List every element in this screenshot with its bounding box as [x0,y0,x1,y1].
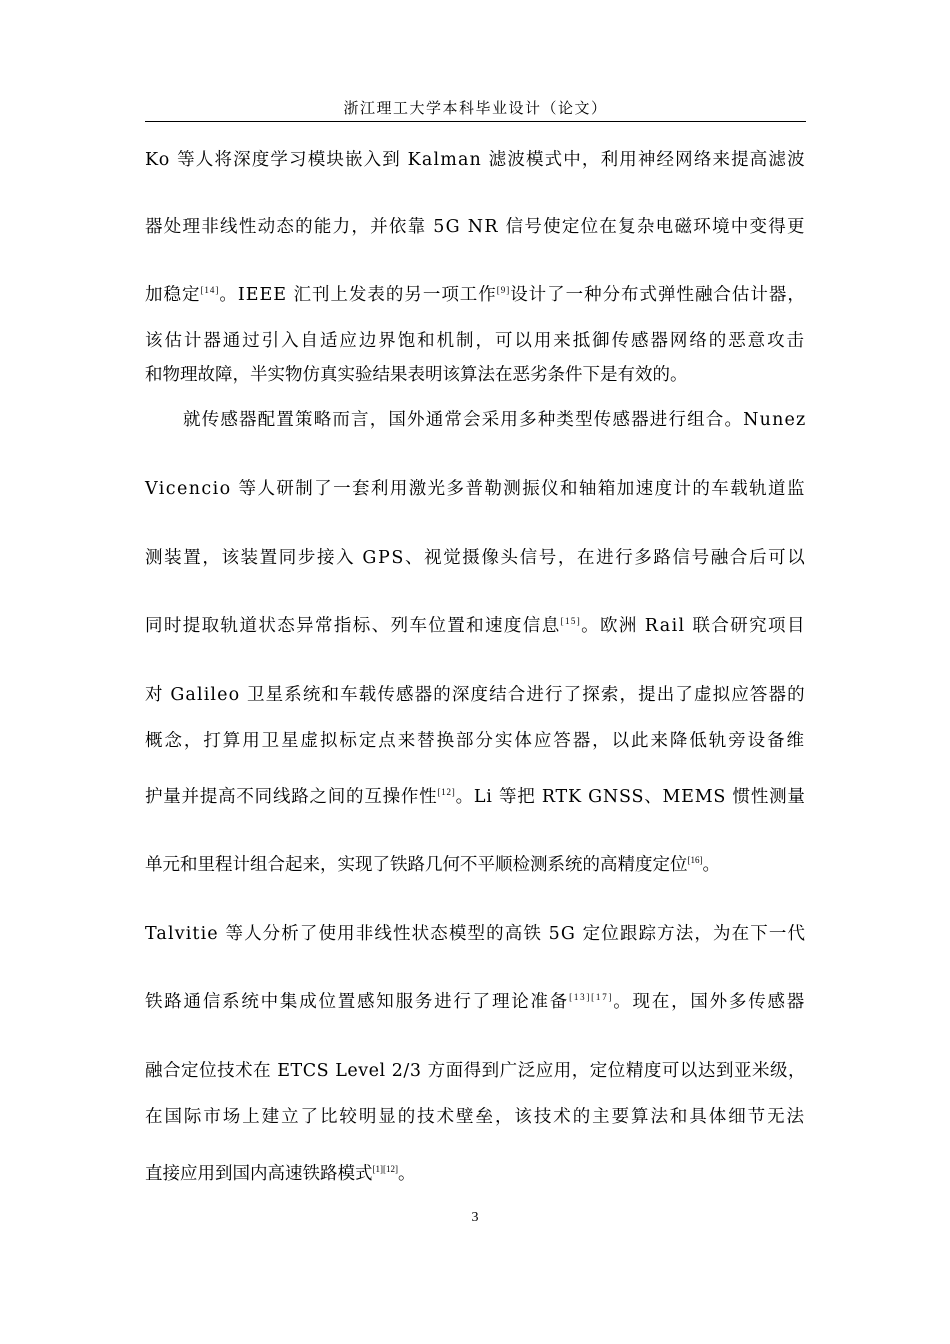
text-span: 和物理故障，半实物仿真实验结果表明该算法在恶劣条件下是有效的。 [145,365,688,385]
citation-ref: [9] [496,285,511,295]
text-line [145,730,806,752]
citation-ref: [12] [437,787,456,797]
text-span: 。 [398,1164,416,1184]
page-number: 3 [471,1210,479,1225]
text-span: 设计了一种分布式弹性融合估计器， [510,285,806,305]
text-line [145,923,806,945]
citation-ref: [13][17] [569,992,614,1002]
text-span: 同时提取轨道状态异常指标、列车位置和速度信息 [145,616,561,636]
text-span: Vicencio 等人研制了一套利用激光多普勒测振仪和轴箱加速度计的车载轨道监 [145,479,806,499]
text-line [183,409,806,431]
text-line [145,149,806,171]
text-span: 对 Galileo 卫星系统和车载传感器的深度结合进行了探索，提出了虚拟应答器的 [145,685,806,705]
text-span: 。 [702,855,720,875]
text-span: 直接应用到国内高速铁路模式 [145,1164,373,1184]
header-divider [145,121,806,122]
text-line [145,330,806,352]
text-line [145,216,806,238]
text-line [145,1060,806,1082]
text-span: Ko 等人将深度学习模块嵌入到 Kalman 滤波模式中，利用神经网络来提高滤波 [145,150,806,170]
text-line [145,478,806,500]
text-span: 。现在，国外多传感器 [613,992,807,1012]
text-span: 。Li 等把 RTK GNSS、MEMS 惯性测量 [455,787,806,807]
text-line [145,684,806,706]
text-line [145,284,806,306]
text-line [145,854,720,876]
text-span: 测装置，该装置同步接入 GPS、视觉摄像头信号，在进行多路信号融合后可以 [145,548,807,568]
text-span: 该估计器通过引入自适应边界饱和机制，可以用来抵御传感器网络的恶意攻击 [145,331,806,351]
text-line [145,1106,806,1128]
citation-ref: [1][12] [372,1164,398,1174]
text-span: 护量并提高不同线路之间的互操作性 [145,787,438,807]
text-span: 就传感器配置策略而言，国外通常会采用多种类型传感器进行组合。Nunez [183,410,807,430]
text-line [145,786,806,808]
text-span: Talvitie 等人分析了使用非线性状态模型的高铁 5G 定位跟踪方法，为在下一代 [145,924,807,944]
citation-ref: [14] [200,285,220,295]
text-span: 。欧洲 Rail 联合研究项目 [581,616,806,636]
citation-ref: [16] [687,855,703,865]
text-span: 在国际市场上建立了比较明显的技术壁垒，该技术的主要算法和具体细节无法 [145,1107,806,1127]
text-line [145,364,688,386]
text-line [145,615,806,637]
text-span: 器处理非线性动态的能力，并依靠 5G NR 信号使定位在复杂电磁环境中变得更 [145,217,806,237]
text-line [145,1163,416,1185]
text-span: 单元和里程计组合起来，实现了铁路几何不平顺检测系统的高精度定位 [145,855,688,875]
page-header: 浙江理工大学本科毕业设计（论文） [343,99,608,117]
text-span: 加稳定 [145,285,201,305]
text-span: 概念，打算用卫星虚拟标定点来替换部分实体应答器，以此来降低轨旁设备维 [145,731,806,751]
citation-ref: [15] [560,616,582,626]
text-line [145,991,806,1013]
text-span: 。IEEE 汇刊上发表的另一项工作 [219,285,497,305]
text-span: 铁路通信系统中集成位置感知服务进行了理论准备 [145,992,570,1012]
text-span: 融合定位技术在 ETCS Level 2/3 方面得到广泛应用，定位精度可以达到亚米级， [145,1061,807,1081]
text-line [145,547,806,569]
